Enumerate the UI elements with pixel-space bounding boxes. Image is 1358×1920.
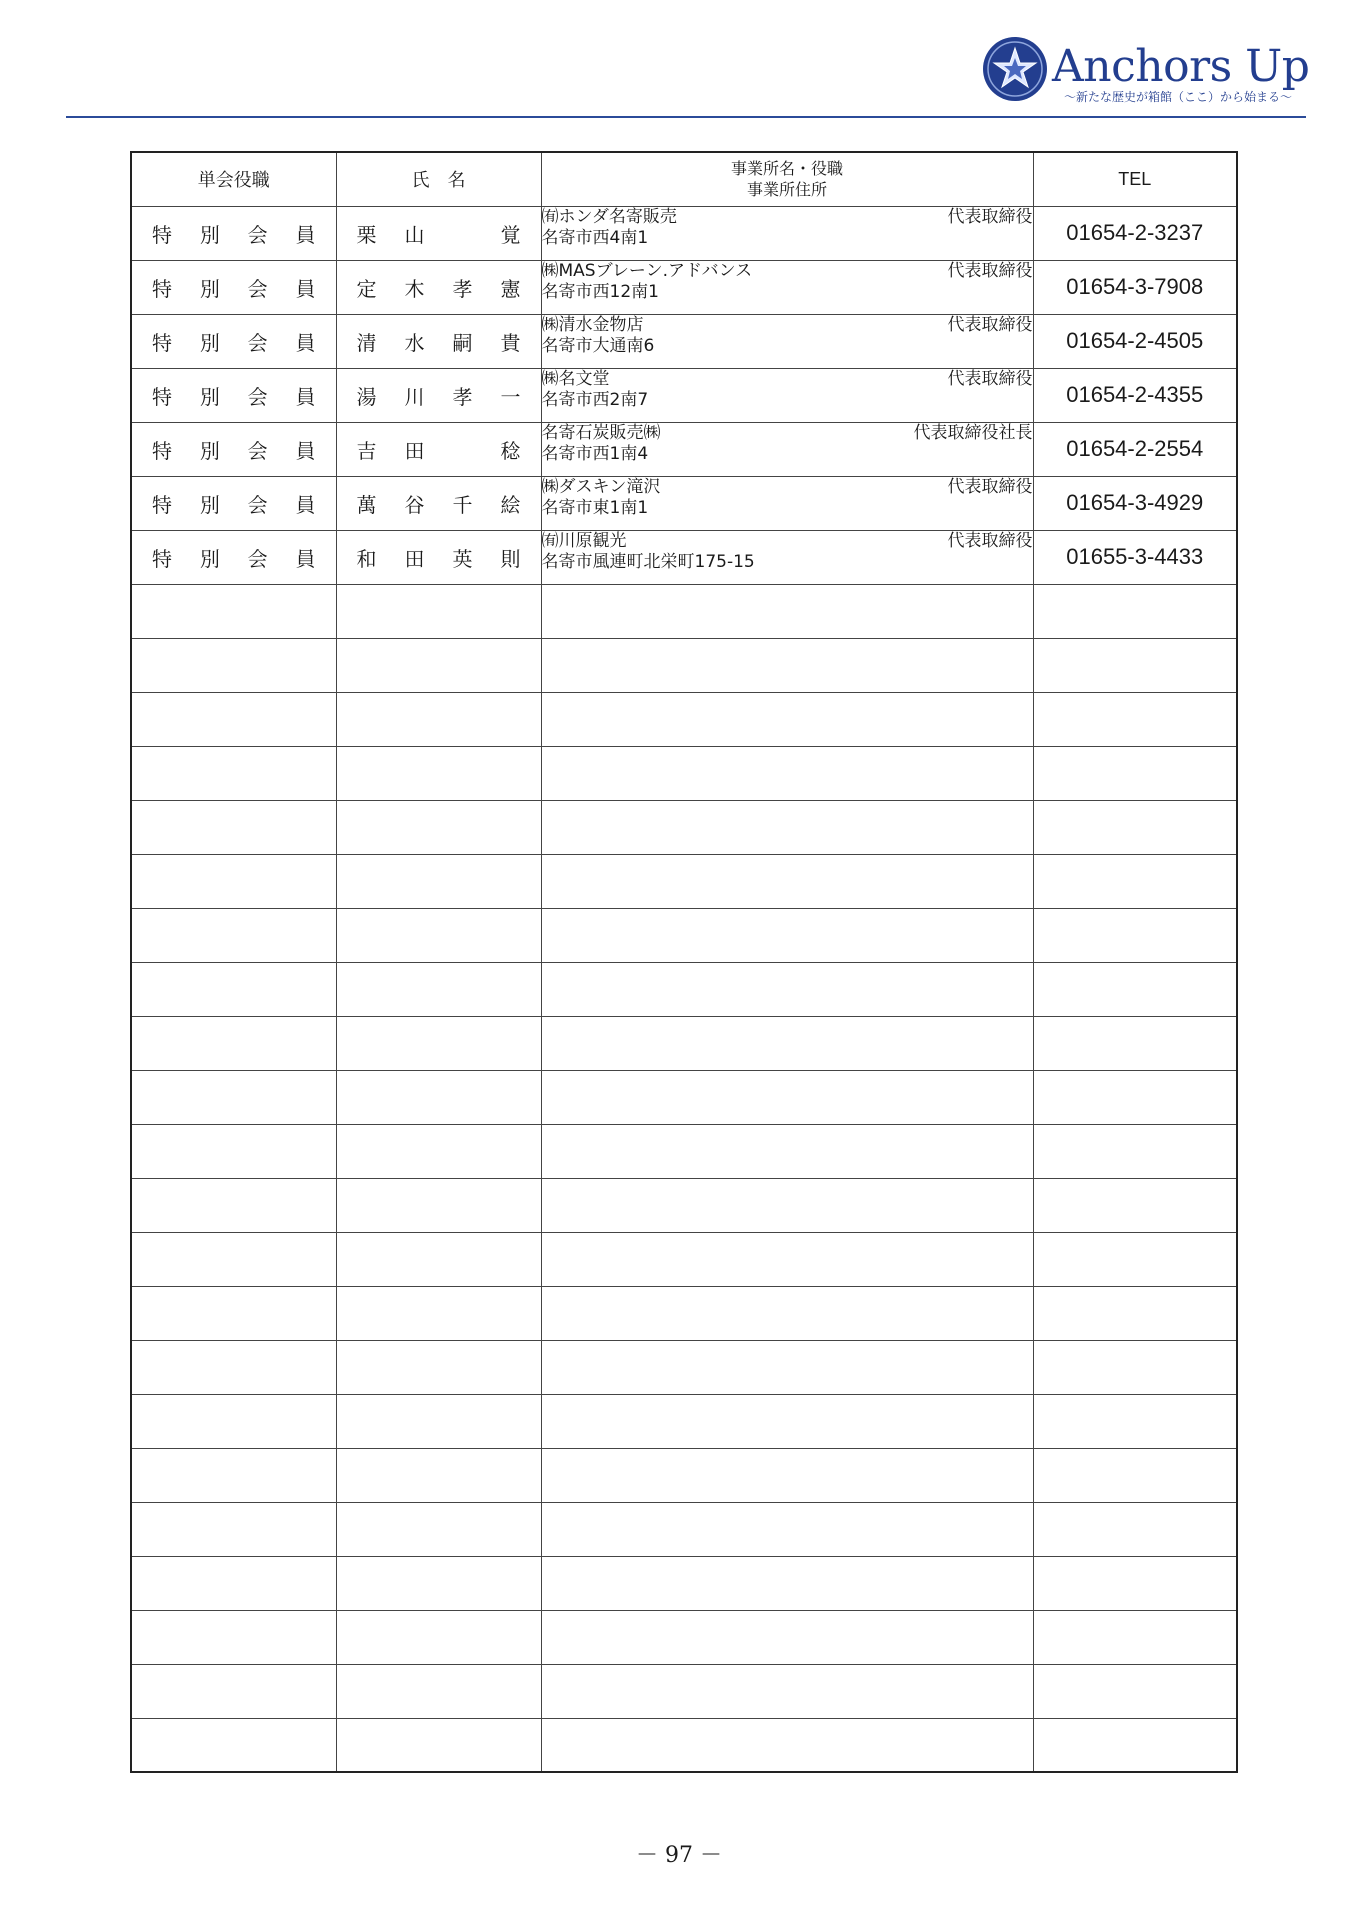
- company-title: 代表取締役: [947, 476, 1033, 497]
- empty-cell: [541, 1502, 1033, 1556]
- company-name: ㈲川原観光: [541, 530, 627, 551]
- empty-cell: [131, 584, 336, 638]
- company-title: 代表取締役: [947, 206, 1033, 227]
- page-number: － 97 －: [636, 1843, 722, 1868]
- empty-row: [131, 1178, 1237, 1232]
- header-tel: TEL: [1033, 152, 1237, 206]
- empty-cell: [541, 1232, 1033, 1286]
- business-line1: [542, 369, 1033, 390]
- member-rows: [131, 206, 1237, 1772]
- empty-row: [131, 800, 1237, 854]
- empty-row: [131, 584, 1237, 638]
- empty-cell: [541, 1124, 1033, 1178]
- member-business: [541, 476, 1033, 530]
- empty-cell: [1033, 1394, 1237, 1448]
- empty-cell: [131, 1610, 336, 1664]
- empty-cell: [336, 1394, 541, 1448]
- empty-row: [131, 1448, 1237, 1502]
- member-name-text: 萬谷千絵: [356, 492, 521, 517]
- empty-cell: [131, 854, 336, 908]
- empty-row: [131, 1718, 1237, 1772]
- empty-cell: [131, 1232, 336, 1286]
- empty-cell: [336, 1556, 541, 1610]
- company-title: 代表取締役: [947, 314, 1033, 335]
- member-table: [130, 151, 1238, 1773]
- company-title: 代表取締役: [947, 260, 1033, 281]
- empty-cell: [541, 1340, 1033, 1394]
- empty-cell: [336, 1016, 541, 1070]
- header-business: [541, 152, 1033, 206]
- empty-cell: [541, 584, 1033, 638]
- empty-row: [131, 1340, 1237, 1394]
- empty-cell: [131, 1448, 336, 1502]
- empty-cell: [541, 746, 1033, 800]
- empty-row: [131, 1286, 1237, 1340]
- member-role-text: 特別会員: [152, 276, 316, 301]
- empty-cell: [1033, 962, 1237, 1016]
- empty-cell: [131, 908, 336, 962]
- company-address: 名寄市西1南4: [541, 443, 649, 464]
- member-tel: 01654-3-7908: [1033, 260, 1237, 314]
- member-tel: 01654-2-4505: [1033, 314, 1237, 368]
- empty-cell: [1033, 1178, 1237, 1232]
- header-name: 氏 名: [336, 152, 541, 206]
- empty-row: [131, 1502, 1237, 1556]
- empty-cell: [131, 1394, 336, 1448]
- business-line1: [542, 477, 1033, 498]
- company-title: 代表取締役社長: [913, 422, 1033, 443]
- empty-cell: [541, 1718, 1033, 1772]
- member-name-text: 湯川孝一: [356, 384, 521, 409]
- company-address: 名寄市西4南1: [541, 227, 649, 248]
- member-role: [131, 260, 336, 314]
- empty-cell: [1033, 692, 1237, 746]
- business-line1: [542, 531, 1033, 552]
- business-line1: [542, 261, 1033, 282]
- header-role: 単会役職: [131, 152, 336, 206]
- empty-cell: [131, 1664, 336, 1718]
- member-name: [336, 530, 541, 584]
- member-tel: 01655-3-4433: [1033, 530, 1237, 584]
- empty-cell: [541, 908, 1033, 962]
- empty-cell: [1033, 1232, 1237, 1286]
- empty-cell: [1033, 800, 1237, 854]
- table-row: [131, 260, 1237, 314]
- member-name-text: 栗山 覚: [356, 222, 521, 247]
- empty-cell: [1033, 908, 1237, 962]
- company-address: 名寄市西12南1: [541, 281, 659, 302]
- member-business: [541, 260, 1033, 314]
- table-row: [131, 368, 1237, 422]
- member-role: [131, 368, 336, 422]
- empty-cell: [336, 638, 541, 692]
- empty-cell: [336, 1664, 541, 1718]
- member-role-text: 特別会員: [152, 546, 316, 571]
- empty-cell: [336, 1718, 541, 1772]
- member-role: [131, 530, 336, 584]
- empty-cell: [541, 638, 1033, 692]
- company-address: 名寄市大通南6: [541, 335, 655, 356]
- header-rule: [66, 116, 1306, 118]
- empty-cell: [131, 692, 336, 746]
- member-role-text: 特別会員: [152, 330, 316, 355]
- empty-cell: [1033, 1448, 1237, 1502]
- empty-cell: [1033, 584, 1237, 638]
- empty-cell: [336, 584, 541, 638]
- empty-cell: [1033, 1124, 1237, 1178]
- company-name: ㈱ダスキン滝沢: [541, 476, 661, 497]
- table-header-row: [131, 152, 1237, 206]
- empty-cell: [541, 962, 1033, 1016]
- empty-cell: [131, 1124, 336, 1178]
- empty-cell: [131, 1556, 336, 1610]
- member-role: [131, 314, 336, 368]
- empty-cell: [541, 1664, 1033, 1718]
- empty-row: [131, 1232, 1237, 1286]
- company-title: 代表取締役: [947, 368, 1033, 389]
- empty-cell: [336, 746, 541, 800]
- empty-cell: [336, 1232, 541, 1286]
- company-address: 名寄市東1南1: [541, 497, 649, 518]
- empty-cell: [1033, 1016, 1237, 1070]
- empty-cell: [131, 1340, 336, 1394]
- empty-cell: [336, 800, 541, 854]
- empty-cell: [336, 1070, 541, 1124]
- company-name: ㈱清水金物店: [541, 314, 644, 335]
- empty-cell: [541, 1448, 1033, 1502]
- member-name: [336, 476, 541, 530]
- empty-cell: [1033, 1664, 1237, 1718]
- empty-cell: [131, 1178, 336, 1232]
- empty-cell: [1033, 1556, 1237, 1610]
- empty-cell: [541, 1610, 1033, 1664]
- empty-row: [131, 854, 1237, 908]
- empty-cell: [541, 854, 1033, 908]
- company-name: ㈱MASブレーン.アドバンス: [541, 260, 753, 281]
- page-header: [66, 30, 1310, 118]
- business-line1: [542, 315, 1033, 336]
- empty-cell: [541, 800, 1033, 854]
- empty-cell: [131, 1016, 336, 1070]
- empty-cell: [131, 962, 336, 1016]
- company-address: 名寄市西2南7: [541, 389, 649, 410]
- company-address: 名寄市風連町北栄町175-15: [541, 551, 755, 572]
- empty-cell: [336, 1124, 541, 1178]
- empty-cell: [131, 1070, 336, 1124]
- empty-row: [131, 1394, 1237, 1448]
- empty-row: [131, 1070, 1237, 1124]
- empty-cell: [131, 1718, 336, 1772]
- member-role-text: 特別会員: [152, 438, 316, 463]
- empty-cell: [1033, 1610, 1237, 1664]
- empty-cell: [541, 1394, 1033, 1448]
- member-role: [131, 476, 336, 530]
- empty-cell: [541, 1286, 1033, 1340]
- business-line1: [542, 207, 1033, 228]
- empty-row: [131, 908, 1237, 962]
- empty-cell: [541, 1070, 1033, 1124]
- empty-cell: [541, 1556, 1033, 1610]
- empty-cell: [336, 908, 541, 962]
- empty-row: [131, 1124, 1237, 1178]
- empty-cell: [336, 1448, 541, 1502]
- member-business: [541, 422, 1033, 476]
- empty-cell: [336, 854, 541, 908]
- member-tel: 01654-2-3237: [1033, 206, 1237, 260]
- logo-subtitle: ～新たな歴史が箱館（ここ）から始まる～: [1063, 90, 1292, 104]
- logo-title: Anchors Up: [1052, 41, 1310, 92]
- empty-cell: [336, 1340, 541, 1394]
- empty-cell: [541, 692, 1033, 746]
- member-role: [131, 206, 336, 260]
- empty-cell: [1033, 1718, 1237, 1772]
- empty-cell: [1033, 1286, 1237, 1340]
- empty-cell: [336, 1502, 541, 1556]
- empty-row: [131, 638, 1237, 692]
- member-role-text: 特別会員: [152, 492, 316, 517]
- empty-row: [131, 746, 1237, 800]
- empty-row: [131, 962, 1237, 1016]
- member-name-text: 吉田 稔: [356, 438, 521, 463]
- table-row: [131, 476, 1237, 530]
- empty-cell: [1033, 1070, 1237, 1124]
- empty-cell: [1033, 746, 1237, 800]
- member-tel: 01654-2-4355: [1033, 368, 1237, 422]
- logo-wordmark: [1052, 41, 1310, 104]
- empty-cell: [131, 800, 336, 854]
- header-business-line1: 事業所名・役職: [730, 159, 843, 179]
- empty-cell: [1033, 854, 1237, 908]
- empty-cell: [336, 1178, 541, 1232]
- empty-row: [131, 1016, 1237, 1070]
- empty-cell: [541, 1178, 1033, 1232]
- empty-cell: [336, 962, 541, 1016]
- empty-row: [131, 1664, 1237, 1718]
- member-name: [336, 422, 541, 476]
- company-title: 代表取締役: [947, 530, 1033, 551]
- empty-row: [131, 692, 1237, 746]
- member-name: [336, 314, 541, 368]
- company-name: 名寄石炭販売㈱: [541, 422, 661, 443]
- member-business: [541, 368, 1033, 422]
- empty-cell: [336, 1610, 541, 1664]
- member-name-text: 清水嗣貴: [356, 330, 521, 355]
- member-business: [541, 314, 1033, 368]
- member-tel: 01654-3-4929: [1033, 476, 1237, 530]
- table-row: [131, 530, 1237, 584]
- empty-cell: [1033, 638, 1237, 692]
- business-line1: [542, 423, 1033, 444]
- table-row: [131, 314, 1237, 368]
- member-name-text: 定木孝憲: [356, 276, 521, 301]
- member-role-text: 特別会員: [152, 222, 316, 247]
- anchors-up-emblem-icon: [982, 36, 1048, 102]
- company-name: ㈲ホンダ名寄販売: [541, 206, 677, 227]
- member-name-text: 和田英則: [356, 546, 521, 571]
- empty-cell: [1033, 1340, 1237, 1394]
- empty-cell: [1033, 1502, 1237, 1556]
- table-row: [131, 206, 1237, 260]
- header-business-line2: 事業所住所: [746, 180, 827, 200]
- member-business: [541, 206, 1033, 260]
- empty-cell: [131, 1502, 336, 1556]
- empty-cell: [541, 1016, 1033, 1070]
- member-business: [541, 530, 1033, 584]
- member-role: [131, 422, 336, 476]
- member-name: [336, 260, 541, 314]
- empty-cell: [336, 692, 541, 746]
- empty-row: [131, 1556, 1237, 1610]
- table-row: [131, 422, 1237, 476]
- empty-cell: [131, 1286, 336, 1340]
- member-name: [336, 206, 541, 260]
- member-tel: 01654-2-2554: [1033, 422, 1237, 476]
- company-name: ㈱名文堂: [541, 368, 610, 389]
- member-name: [336, 368, 541, 422]
- empty-cell: [131, 638, 336, 692]
- empty-row: [131, 1610, 1237, 1664]
- empty-cell: [336, 1286, 541, 1340]
- empty-cell: [131, 746, 336, 800]
- member-role-text: 特別会員: [152, 384, 316, 409]
